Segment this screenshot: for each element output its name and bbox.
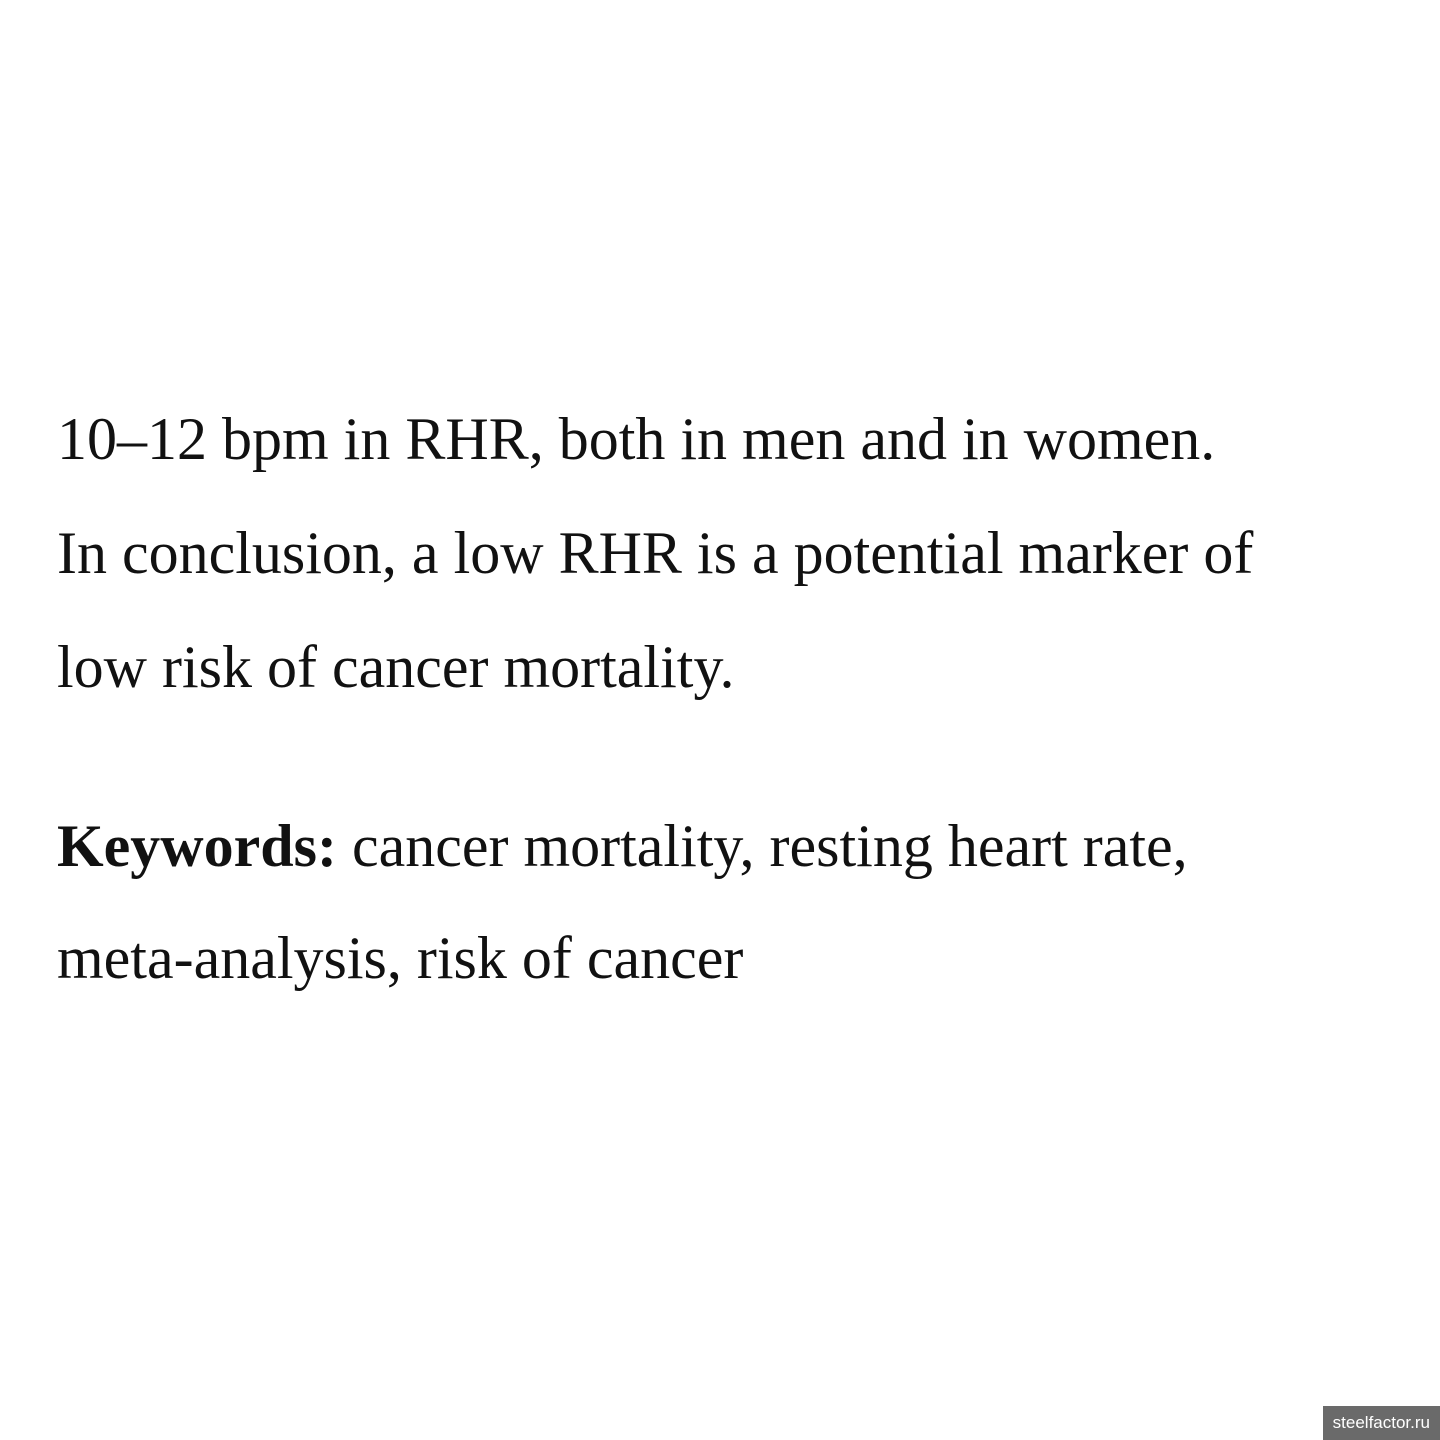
keywords-line-2: meta-analysis, risk of cancer bbox=[57, 925, 744, 991]
abstract-line-2: In conclusion, a low RHR is a potential marker of bbox=[57, 520, 1254, 586]
abstract-line-3: low risk of cancer mortality. bbox=[57, 634, 735, 700]
abstract-line-1: 10–12 bpm in RHR, both in men and in women. bbox=[57, 406, 1216, 472]
keywords-line-1 bbox=[57, 811, 1188, 881]
keywords-label: Keywords: bbox=[57, 813, 337, 879]
watermark-badge: steelfactor.ru bbox=[1323, 1406, 1440, 1440]
keywords-text-1: cancer mortality, resting heart rate, bbox=[336, 813, 1188, 879]
